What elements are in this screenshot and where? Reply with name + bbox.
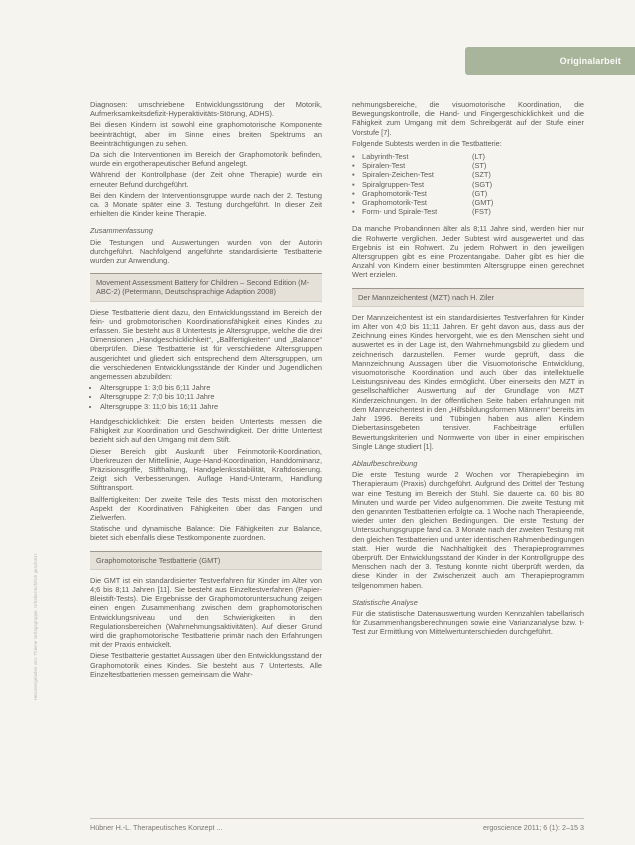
paragraph: Diagnosen: umschriebene Entwicklungsstörung der Motorik, Aufmerksamkeitsdefizit-Hyperaktivitäts-Störung, ADHS). <box>90 100 322 119</box>
left-column <box>90 100 322 681</box>
test-box-mabc <box>90 273 322 301</box>
paragraph: Die Testungen und Auswertungen wurden von der Autorin durchgeführt. Nachfolgend angeführte standardisierte Testbatterie wurden zur Anwendung. <box>90 237 322 266</box>
paragraph: Folgende Subtests werden in die Testbatterie: <box>352 138 502 148</box>
box-title: Graphomotorische Testbatterie (GMT) <box>96 555 221 565</box>
paragraph: Handgeschicklichkeit: Die ersten beiden Untertests messen die Fähigkeit zur Koordination und Geschwindigkeit. Der dritte Untertest bezieht sich auf den Umgang mit dem Stift. <box>90 416 322 445</box>
paragraph: Statische und dynamische Balance: Die Fähigkeiten zur Balance, bietet sich ebenfalls diese Testkomponente zuordnen. <box>90 524 322 543</box>
page-footer <box>90 818 584 831</box>
paragraph: Diese Testbatterie dient dazu, den Entwicklungsstand im Bereich der fein- und grobmotorischen Koordinationsfähigkeit eines Kindes zu erfassen. Sie besteht aus 8 Untertests je Altersgruppe, welche die drei Dimensionen „Handgeschicklichkeit“, „Ballfertigkeiten“ und „Balance“ überprüfen. Diese Testbatterie ist für verschiedene Altersgruppen ausgerichtet und gliedert sich entsprechend dem Altersgruppen, um die verschiedenen Entwicklungsstände der Kinder und Jugendlichen angemessen abzubilden: <box>90 307 322 382</box>
list-item: • Altersgruppe 1: 3;0 bis 6;11 Jahre <box>100 383 322 392</box>
section-tab <box>465 47 635 75</box>
paragraph: Die erste Testung wurde 2 Wochen vor Therapiebeginn im Therapieraum (Praxis) durchgeführt. Aufgrund des Drittel der Testung war eine Testung im Bereich der Stuhl. Sie dauerte ca. 60 bis 80 Minuten und wurde per Video aufgenommen. Die zweite Testung mit den genannten Testbatterien erfolgte ca. 1 Woche nach Therapieende, wieder unter den gleichen Bedingungen. Die erste Testung der Untersuchungsgruppe fand ca. 3 Monate nach der zweiten Testung mit den gleichen Testbatterien und unter identischen Rahmenbedingungen statt. Hier wurde die Nachhaltigkeit des Therapieprogrammes überprüft. Der Entwicklungsstand der Kinder in der Kontrollgruppe des Menschen nach der 3. Testung konnte nicht überprüft werden, da diese Kinder in der Zwischenzeit auch am Therapieprogramm teilgenommen haben. <box>352 470 584 590</box>
paragraph: Dieser Bereich gibt Auskunft über Feinmotorik-Koordination, Überkreuzen der Mittellinie, Auge-Hand-Koordination, Handdominanz, Präzisionsgriffe, Stifthaltung, Handgelenksstabilität, Kraftdosierung. Zeigt sich Verbesserungen. Auflage Hand-Unterarm, Handlung Stifttransport. <box>90 446 322 493</box>
box-title: Der Mannzeichentest (MZT) nach H. Ziler <box>358 292 494 302</box>
subtest-item: ▪ Spiralgruppen-Test (SGT) <box>352 179 493 189</box>
subtest-item: ▪ Labyrinth-Test (LT) <box>352 152 485 162</box>
subtest-item: ▪ Graphomotorik-Test (GMT) <box>352 198 494 208</box>
age-group-list <box>90 383 322 411</box>
test-box-gmt <box>90 551 322 570</box>
footer-journal: ergoscience 2011; 6 (1): 2–15 3 <box>483 823 584 832</box>
paragraph: Der Mannzeichentest ist ein standardisiertes Testverfahren für Kinder im Alter von 4;0 bis 11;11 Jahren. Er geht davon aus, dass aus der Zeichnung eines Kindes hervorgeht, wie es den Menschen sieht und auswertet es in der Lage ist, den Wahrnehmungsbild zu gliedern und zeichnerisch darzustellen. Ferner wurde geprüft, dass die Mannzeichnung Aussagen über die Visuomotorische Entwicklung, visuomotorische Koordination und auch über das intellektuelle Leistungsniveau des Kindes ermöglicht. Über einerseits den MZT in gesellschaftlicher Auswertung auf der Grundlage von MZT Kinderzeichnungen. In der öffentlichen Seite haben erfahrungen mit dem Mannzeichentest in den „Hilfsbildungsformen Männern“ bereits im Jahr 1996. Bereits und Tübingen haben aus allen Kindern Diebertasinsgebeten tensiver. Fachbeiträge erfüllen Bewertungskriterien und Normwerte von über in einer empirischen Single Länge studiert [1]. <box>352 312 584 451</box>
paragraph: Bei diesen Kindern ist sowohl eine graphomotorische Komponente beeinträchtigt, aber im Sinne eines breiten Spektrums an Beeinträchtigungen zu sehen. <box>90 120 322 148</box>
section-tab-label: Originalarbeit <box>559 56 621 66</box>
paragraph: Diese Testbatterie gestattet Aussagen über den Entwicklungsstand der Graphomotorik eines Kindes. Sie besteht aus 7 Untertests. Alle Einzeltestbatterien messen gemeinsam die Wahr- <box>90 651 322 679</box>
section-heading: Statistische Analyse <box>352 597 418 607</box>
paragraph: Bei den Kindern der Interventionsgruppe wurde nach der 2. Testung ca. 3 Monate später eine 3. Testung durchgeführt. In dieser Zeit erhielten die Kinder keine Therapie. <box>90 190 322 219</box>
paragraph: Da manche Probandinnen älter als 8;11 Jahre sind, werden hier nur die Rohwerte verglichen. Jeder Subtest wird ausgewertet und das Ergebnis ist ein Rohwert. Zu jedem Rohwert in den jeweiligen Altersgruppen gibt es eine Prozentangabe. Daher gibt es hier die Anzahl von Kindern einer bestimmten Altersgruppe einen gerechnet Wert erzielen. <box>352 224 584 280</box>
subtest-list <box>352 152 584 216</box>
subtest-item: ▪ Form- und Spirale-Test (FST) <box>352 207 491 217</box>
paragraph: Da sich die Interventionen im Bereich der Graphomotorik befinden, wurde ein ergotherapeutischer Befund angelegt. <box>90 150 322 169</box>
paragraph: Während der Kontrollphase (der Zeit ohne Therapie) wurde ein erneuter Befund durchgeführt. <box>90 170 322 189</box>
footer-citation: Hübner H.-L. Therapeutisches Konzept ... <box>90 823 223 832</box>
paragraph: Ballfertigkeiten: Der zweite Teile des Tests misst den motorischen Aspekt der Koordinativen Fähigkeiten über das Fangen und Zielwerfen. <box>90 494 322 522</box>
list-item: • Altersgruppe 2: 7;0 bis 10;11 Jahre <box>100 392 322 401</box>
paragraph: nehmungsbereiche, die visuomotorische Koordination, die Bewegungskontrolle, die Hand- und Fingergeschicklichkeit und die Fähigkeit zum Umgang mit dem Schreibgerät auf der Stufe einer Vorstufe [7]. <box>352 100 584 137</box>
margin-copyright-text: Heruntergeladen von: Thieme Verlagsgruppe. Urheberrechtlich geschützt. <box>33 552 38 700</box>
box-title: Movement Assessment Battery for Children – Second Edition (M-ABC-2) (Petermann, Deutschsprachige Adaption 2008) <box>96 278 310 297</box>
section-heading: Ablaufbeschreibung <box>352 458 418 468</box>
test-box-mzt <box>352 288 584 307</box>
subtest-item: ▪ Graphomotorik-Test (GT) <box>352 188 488 198</box>
list-item: • Altersgruppe 3: 11;0 bis 16;11 Jahre <box>100 402 322 411</box>
right-column <box>352 100 584 639</box>
paragraph: Die GMT ist ein standardisierter Testverfahren für Kinder im Alter von 4;6 bis 8;11 Jahren [11]. Sie besteht aus Einzeltestverfahren (Papier-Bleistift-Tests). Die Ergebnisse der Graphomotoruntersuchung zeigen einen engen Zusammenhang zwischen dem graphomotorischen Entwicklungsniveau und den Schwierigkeiten in den Regulationsbereichen (Wahrnehmungsaktivitäten). Auf dieser Grund wird die graphomotorische Testbatterie primär nach den Erfahrungen mit der Praxis entwickelt. <box>90 575 322 650</box>
section-heading: Zusammenfassung <box>90 226 153 236</box>
paragraph: Für die statistische Datenauswertung wurden Kennzahlen tabellarisch für Zusammenhangsberechnungen sowie eine Varianzanalyse bzw. t-Test zur Ermittlung von Mittelwertunterschieden durchgeführt. <box>352 608 584 637</box>
subtest-item: ▪ Spiralen-Zeichen-Test (SZT) <box>352 170 491 180</box>
subtest-item: ▪ Spiralen-Test (ST) <box>352 161 487 171</box>
